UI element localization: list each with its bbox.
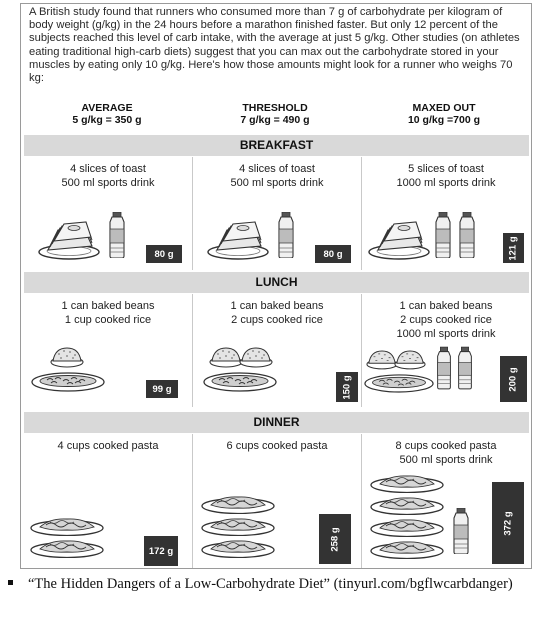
dinner-average-cell	[24, 434, 192, 568]
food-item: 500 ml sports drink	[399, 454, 493, 466]
dinner-maxed-cell	[361, 434, 530, 568]
lunch-header: LUNCH	[24, 272, 529, 293]
food-item: 4 slices of toast	[239, 163, 315, 175]
source-caption: “The Hidden Dangers of a Low-Carbohydrate Diet” (tinyurl.com/bgflwcarbdanger)	[28, 576, 513, 592]
grams-badge: 200 g	[500, 356, 527, 402]
food-item: 4 slices of toast	[70, 163, 146, 175]
food-item: 5 slices of toast	[408, 163, 484, 175]
food-item: 2 cups cooked rice	[400, 314, 492, 326]
food-item: 1 can baked beans	[230, 300, 324, 312]
grams-badge: 258 g	[319, 514, 351, 564]
lunch-maxed-cell	[361, 294, 530, 407]
food-item: 2 cups cooked rice	[231, 314, 323, 326]
breakfast-row	[24, 157, 529, 270]
grams-badge: 99 g	[146, 380, 178, 398]
food-item: 4 cups cooked pasta	[57, 440, 159, 452]
column-title: THRESHOLD	[242, 102, 308, 114]
food-item: 1000 ml sports drink	[396, 328, 496, 340]
breakfast-average-cell	[24, 157, 192, 270]
grams-badge: 121 g	[503, 233, 524, 263]
breakfast-threshold-cell	[192, 157, 361, 270]
food-item: 1 cup cooked rice	[64, 314, 152, 326]
column-headers	[21, 102, 533, 132]
lunch-average-cell	[24, 294, 192, 407]
grams-badge: 80 g	[315, 245, 351, 263]
dinner-row	[24, 434, 529, 568]
food-item: 6 cups cooked pasta	[226, 440, 328, 452]
column-amount: 10 g/kg =700 g	[407, 114, 481, 126]
carb-infographic	[20, 3, 532, 569]
lunch-threshold-cell	[192, 294, 361, 407]
column-header-maxed-out	[361, 102, 527, 126]
grams-badge: 372 g	[492, 482, 524, 564]
lunch-row	[24, 294, 529, 407]
food-item: 500 ml sports drink	[230, 177, 324, 189]
column-title: MAXED OUT	[412, 102, 476, 114]
column-amount: 5 g/kg = 350 g	[72, 114, 142, 126]
food-item: 1 can baked beans	[399, 300, 493, 312]
intro-paragraph: A British study found that runners who consumed more than 7 g of carbohydrate per kilogram of body weight (g/kg) in the 24 hours before a marathon finished faster. But only 12 percent of the subjects reached this level of carb intake, with the average at just 5 g/kg. Other studies (on athletes eating traditional high-carb diets) suggest that you can max out the carbohydrate stored in your muscles by eating only 10 g/kg. Here's how those amounts might look for a runner who weighs 70 kg:	[29, 6, 520, 85]
breakfast-header: BREAKFAST	[24, 135, 529, 156]
dinner-header: DINNER	[24, 412, 529, 433]
grams-badge: 172 g	[144, 536, 178, 566]
food-item: 500 ml sports drink	[61, 177, 155, 189]
breakfast-maxed-cell	[361, 157, 530, 270]
dinner-threshold-cell	[192, 434, 361, 568]
food-item: 1 can baked beans	[61, 300, 155, 312]
grams-badge: 150 g	[336, 372, 358, 402]
bullet-marker	[8, 580, 13, 585]
column-amount: 7 g/kg = 490 g	[240, 114, 310, 126]
column-header-average	[24, 102, 190, 126]
column-header-threshold	[192, 102, 358, 126]
food-item: 8 cups cooked pasta	[395, 440, 497, 452]
grams-badge: 80 g	[146, 245, 182, 263]
food-item: 1000 ml sports drink	[396, 177, 496, 189]
column-title: AVERAGE	[81, 102, 133, 114]
